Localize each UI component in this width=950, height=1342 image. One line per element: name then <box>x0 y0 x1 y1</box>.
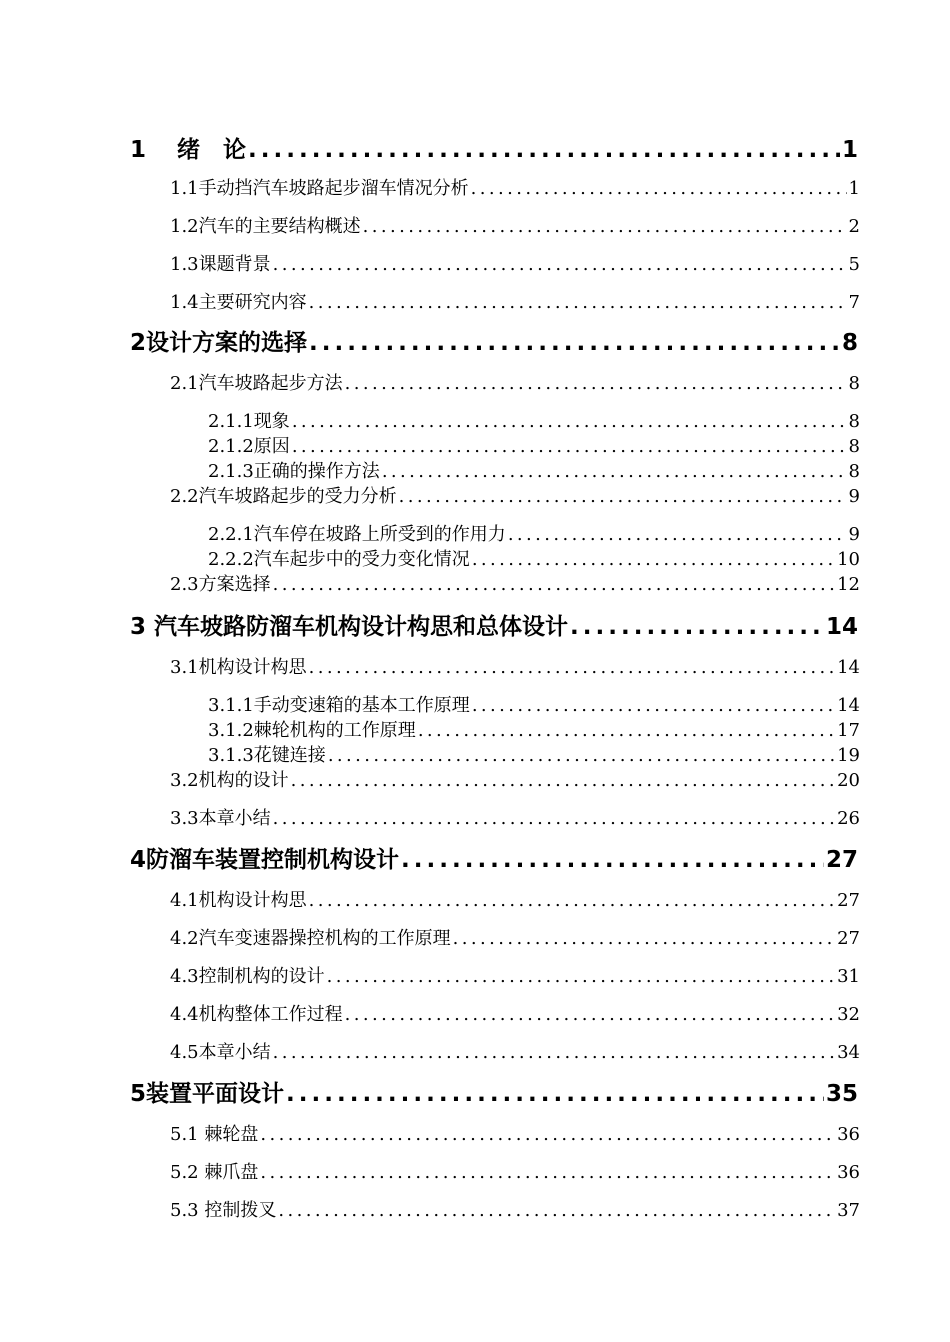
toc-leader-dots <box>286 1079 824 1109</box>
toc-entry-title: 4.5本章小结 <box>170 1042 271 1063</box>
toc-entry-4-3[interactable] <box>170 965 860 989</box>
toc-entry-1-3[interactable] <box>170 253 860 277</box>
toc-entry-5-1[interactable] <box>170 1123 860 1147</box>
toc-leader-dots <box>309 291 847 315</box>
toc-leader-dots <box>273 573 835 597</box>
toc-entry-chapter-5[interactable] <box>130 1079 858 1109</box>
toc-entry-page: 36 <box>837 1162 860 1183</box>
toc-leader-dots <box>453 927 835 951</box>
toc-leader-dots <box>327 965 835 989</box>
toc-entry-title: 3.1.1手动变速箱的基本工作原理 <box>208 695 470 716</box>
toc-leader-dots <box>260 1123 835 1147</box>
toc-entry-chapter-1[interactable] <box>130 135 858 165</box>
toc-entry-page: 20 <box>837 770 860 791</box>
toc-entry-page: 36 <box>837 1124 860 1145</box>
toc-entry-2-1[interactable] <box>170 372 860 396</box>
toc-leader-dots <box>570 612 824 642</box>
toc-entry-title: 4.3控制机构的设计 <box>170 966 325 987</box>
toc-entry-page: 9 <box>848 524 860 545</box>
toc-leader-dots <box>508 523 847 547</box>
toc-entry-2-2-2[interactable] <box>208 548 860 572</box>
toc-entry-page: 5 <box>848 254 860 275</box>
toc-entry-page: 8 <box>841 330 858 356</box>
toc-entry-page: 8 <box>848 411 860 432</box>
toc-entry-3-1-1[interactable] <box>208 694 860 718</box>
toc-entry-title: 4.2汽车变速器操控机构的工作原理 <box>170 928 451 949</box>
toc-entry-page: 31 <box>837 966 860 987</box>
toc-entry-title: 5装置平面设计 <box>130 1081 285 1107</box>
toc-entry-5-3[interactable] <box>170 1199 860 1223</box>
toc-leader-dots <box>472 548 835 572</box>
toc-entry-title: 5.1 棘轮盘 <box>170 1124 259 1145</box>
toc-entry-title: 4.1机构设计构思 <box>170 890 307 911</box>
toc-entry-1-1[interactable] <box>170 177 860 201</box>
toc-entry-title: 2.2.1汽车停在坡路上所受到的作用力 <box>208 524 506 545</box>
toc-leader-dots <box>273 253 847 277</box>
toc-entry-title: 3.1.2棘轮机构的工作原理 <box>208 720 416 741</box>
toc-entry-page: 14 <box>837 657 860 678</box>
toc-entry-chapter-3[interactable] <box>130 612 858 642</box>
toc-entry-page: 14 <box>825 614 858 640</box>
toc-entry-page: 14 <box>837 695 860 716</box>
toc-entry-title: 3.1.3花键连接 <box>208 745 326 766</box>
toc-leader-dots <box>328 744 835 768</box>
toc-entry-1-2[interactable] <box>170 215 860 239</box>
toc-entry-title: 2.3方案选择 <box>170 574 271 595</box>
toc-entry-page: 27 <box>837 928 860 949</box>
toc-entry-4-5[interactable] <box>170 1041 860 1065</box>
toc-entry-page: 27 <box>837 890 860 911</box>
toc-leader-dots <box>292 410 847 434</box>
toc-entry-title: 3.3本章小结 <box>170 808 271 829</box>
toc-entry-title: 5.3 控制拨叉 <box>170 1200 277 1221</box>
toc-entry-page: 8 <box>848 436 860 457</box>
toc-entry-title: 2.2.2汽车起步中的受力变化情况 <box>208 549 470 570</box>
toc-leader-dots <box>273 1041 835 1065</box>
toc-entry-page: 1 <box>841 137 858 163</box>
toc-entry-2-2-1[interactable] <box>208 523 860 547</box>
toc-leader-dots <box>401 845 824 875</box>
toc-leader-dots <box>363 215 847 239</box>
toc-leader-dots <box>248 135 840 165</box>
toc-entry-title: 1.2汽车的主要结构概述 <box>170 216 361 237</box>
toc-entry-title: 2.2汽车坡路起步的受力分析 <box>170 486 397 507</box>
toc-leader-dots <box>345 372 847 396</box>
toc-entry-2-1-2[interactable] <box>208 435 860 459</box>
toc-leader-dots <box>291 769 835 793</box>
toc-leader-dots <box>345 1003 835 1027</box>
toc-entry-2-3[interactable] <box>170 573 860 597</box>
toc-entry-page: 8 <box>848 461 860 482</box>
toc-entry-title: 2.1.3正确的操作方法 <box>208 461 380 482</box>
toc-entry-title: 3 汽车坡路防溜车机构设计构思和总体设计 <box>130 614 569 640</box>
toc-entry-title: 1.1手动挡汽车坡路起步溜车情况分析 <box>170 178 469 199</box>
toc-entry-page: 37 <box>837 1200 860 1221</box>
toc-leader-dots <box>260 1161 835 1185</box>
toc-entry-title: 1 绪 论 <box>130 137 247 163</box>
toc-entry-title: 2.1.1现象 <box>208 411 290 432</box>
toc-entry-title: 5.2 棘爪盘 <box>170 1162 259 1183</box>
toc-entry-4-1[interactable] <box>170 889 860 913</box>
toc-leader-dots <box>399 485 847 509</box>
toc-entry-5-2[interactable] <box>170 1161 860 1185</box>
toc-entry-title: 2设计方案的选择 <box>130 330 308 356</box>
toc-leader-dots <box>472 694 835 718</box>
toc-entry-page: 26 <box>837 808 860 829</box>
toc-entry-title: 3.1机构设计构思 <box>170 657 307 678</box>
toc-entry-page: 9 <box>848 486 860 507</box>
toc-entry-3-1[interactable] <box>170 656 860 680</box>
toc-leader-dots <box>292 435 847 459</box>
toc-entry-2-1-3[interactable] <box>208 460 860 484</box>
toc-entry-page: 35 <box>825 1081 858 1107</box>
toc-entry-title: 1.3课题背景 <box>170 254 271 275</box>
toc-leader-dots <box>309 889 835 913</box>
toc-entry-4-2[interactable] <box>170 927 860 951</box>
toc-entry-title: 4防溜车装置控制机构设计 <box>130 847 400 873</box>
toc-leader-dots <box>382 460 847 484</box>
toc-leader-dots <box>278 1199 835 1223</box>
toc-leader-dots <box>273 807 835 831</box>
toc-entry-3-1-3[interactable] <box>208 744 860 768</box>
toc-entry-title: 1.4主要研究内容 <box>170 292 307 313</box>
toc-entry-page: 32 <box>837 1004 860 1025</box>
toc-entry-page: 8 <box>848 373 860 394</box>
toc-entry-3-1-2[interactable] <box>208 719 860 743</box>
toc-entry-page: 27 <box>825 847 858 873</box>
toc-entry-title: 2.1汽车坡路起步方法 <box>170 373 343 394</box>
toc-entry-page: 10 <box>837 549 860 570</box>
toc-entry-title: 3.2机构的设计 <box>170 770 289 791</box>
toc-leader-dots <box>309 656 835 680</box>
toc-entry-title: 2.1.2原因 <box>208 436 290 457</box>
toc-entry-chapter-4[interactable] <box>130 845 858 875</box>
toc-entry-3-3[interactable] <box>170 807 860 831</box>
toc-entry-page: 12 <box>837 574 860 595</box>
toc-leader-dots <box>309 328 840 358</box>
toc-entry-title: 4.4机构整体工作过程 <box>170 1004 343 1025</box>
toc-entry-2-1-1[interactable] <box>208 410 860 434</box>
toc-entry-page: 1 <box>848 178 860 199</box>
toc-entry-page: 19 <box>837 745 860 766</box>
toc-entry-page: 2 <box>848 216 860 237</box>
toc-entry-2-2[interactable] <box>170 485 860 509</box>
toc-leader-dots <box>471 177 847 201</box>
toc-entry-1-4[interactable] <box>170 291 860 315</box>
toc-entry-4-4[interactable] <box>170 1003 860 1027</box>
toc-entry-chapter-2[interactable] <box>130 328 858 358</box>
toc-entry-page: 34 <box>837 1042 860 1063</box>
toc-leader-dots <box>418 719 835 743</box>
toc-entry-page: 17 <box>837 720 860 741</box>
toc-entry-3-2[interactable] <box>170 769 860 793</box>
toc-entry-page: 7 <box>848 292 860 313</box>
